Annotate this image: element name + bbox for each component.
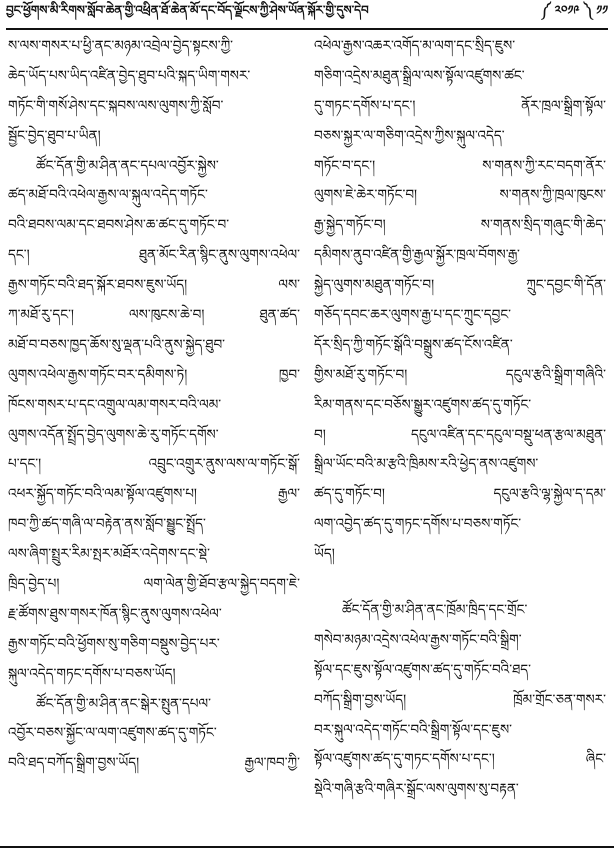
page-header (6, 0, 608, 30)
text-line: ལག་འབྱེད་ཚད་དུ་གཏང་དགོས་པ་བཅས་གཏོང་ (314, 516, 522, 533)
text-line: སྦྱོང་བྱེད་ཐུབ་པ་ཡིན། (8, 127, 101, 144)
text-line: འཕེལ་རྒྱས་འཆར་འགོད་མ་ལག་དང་སྲིད་ཇུས་ (314, 38, 516, 54)
text-line: ཡོད། (314, 546, 335, 563)
paragraph-first-line: ཚོང་དོན་གྱི་མ་ཤིན་ནང་དཔལ་འབྱོར་སྐྱེས་ (36, 157, 219, 174)
text-line: སྟོལ་འཛུགས་ཚད་དུ་གཏང་དགོས་པ་དང་། ཞིང་ (314, 751, 606, 768)
text-line: རྒྱ་སྐྱེད་གཏོང་བ། ས་གནས་སྲིད་གཞུང་གི་ཆེད་ (314, 217, 606, 234)
text-line: ཁབ་ཀྱི་ཚད་གཞི་ལ་བརྟེན་ནས་སློབ་སྦྱུང་སྤྲོད་ (8, 516, 206, 533)
text-line: དམིགས་ནུབ་འཛིན་གྱི་རྒྱལ་སྐྱོར་ཁྲལ་བོགས་རྒྱ་ (314, 247, 520, 264)
text-line: ཁྲིད་བྱེད་པ། ལག་ལེན་གྱི་ཐོབ་རྩལ་སྐྱེད་བདག་ཇེ་ (8, 576, 300, 593)
text-line: གཏོང་གི་གསོ་ཤེས་དང་སྐབས་ལས་ལུགས་ཀྱི་སློབ་ (8, 97, 224, 114)
text-line: གཅིག་འདྲེས་མཐུན་སྒྲིལ་ལས་སྟོལ་འཛུགས་ཚང་ (314, 67, 525, 84)
text-line: ཚད་དུ་གཏོང་བ། དངུལ་རྩའི་ལྷ་སྐྱེལ་ད་དམ་ (314, 486, 606, 503)
text-line: བའི་ཐད་བཀོད་སྒྲིག་བྱས་ཡོད། རྒྱལ་ཁབ་ཀྱི་ (8, 755, 300, 772)
footer-rule (0, 846, 614, 848)
text-line: ལས་ཞིག་སྤྲུར་རིམ་སྤར་མཐོར་འདེགས་དང་སྡེ་ (8, 546, 210, 563)
text-line: ལུགས་འདོན་སྤྲོད་བྱེད་ལུགས་ཆེ་རུ་གཏོང་དགོས་ (8, 426, 219, 443)
text-line: སྐྱེད་ལུགས་མཐུན་གཏོང་བ། ཀྲུང་དབྱང་གི་དོན་ (314, 277, 606, 294)
text-line: རྗ་ཚོགས་ཐུས་གསར་ཁོན་སྙིང་ནུས་ལུགས་འཕེལ་ (8, 605, 222, 622)
issue-number: ༼ ༢༠༡༩ ༽ ༡༡ (540, 3, 608, 17)
text-line: རིམ་གནས་དང་བཅོས་སྒྱུར་འཛུགས་ཚད་དུ་གཏོང་ (314, 396, 532, 413)
text-line: གཅོད་དབང་ཆར་ལུགས་རྒྱ་པ་དང་ཀྲུང་དབྱང་ (314, 307, 512, 324)
text-line: རྒྱས་གཏོང་བའི་ཕྱོགས་སུ་གཅིག་བསྡུས་བྱེད་པར་ (8, 635, 220, 652)
text-line: ཀ་མཐོ་རུ་དང་། ལས་ཁུངས་ཆེ་བ། ཐུན་ཚད་ (8, 307, 300, 324)
text-line: ཆེད་ཡོད་པས་ཡིད་འཛིན་བྱེད་ཐུབ་པའི་སྐད་ཡིག་གསར་ (8, 67, 251, 84)
text-line: འབྱོར་བཅས་སྐྱོང་ལ་ལག་འཛུགས་ཚད་དུ་གཏོང་ (8, 725, 217, 742)
journal-title: བྱང་ཕྱོགས་མི་རིགས་སློབ་ཆེན་གྱི་འཕྲིན་ཐོ་ཆེན་མོ་དང་བོད་ལྗོངས་ཀྱི་ཤེས་ཡོན་སྐོར་གྱི་དུས་དེབ (6, 3, 369, 17)
text-line: བཅས་སྐྱར་ལ་གཅིག་འདྲེས་ཀྱིས་སྐུལ་འདེད་ (314, 127, 505, 144)
text-line: ཚད་མཐོ་བའི་འཕེལ་རྒྱས་ལ་སྐུལ་འདེད་གཏོང་ (8, 187, 208, 204)
left-column (8, 32, 300, 838)
text-line: དུ་གཏང་དགོས་པ་དང་། ནོར་ཁྲལ་སྒྲིག་སྟོལ་ (314, 97, 606, 114)
text-line: བའི་ཐབས་ལམ་དང་ཐབས་ཤེས་ཆ་ཚང་དུ་གཏོང་བ་ (8, 217, 230, 234)
text-line: སྐུལ་འདེད་གཏང་དགོས་པ་བཅས་ཡོད། (8, 665, 176, 682)
text-line: དོར་སྲིད་ཀྱི་གཏོང་སྒོའི་བསྒྲུས་ཚད་ངོས་འཛིན་ (314, 336, 513, 353)
text-line: རྒྱས་གཏོང་བའི་ཐད་སྐོར་ཐབས་ཇུས་ཡོད། ལས་ (8, 277, 300, 294)
right-column (314, 32, 606, 838)
text-line: ལུགས་འཕེལ་རྒྱས་གཏོང་བར་དམིགས་ཏེ། ཁྱབ་ (8, 366, 300, 383)
paragraph-first-line: ཚོང་དོན་གྱི་མ་ཤིན་ནང་ཁྲོམ་ཁྲིད་དང་གྲོང་ (342, 602, 528, 619)
text-line: ས་ལས་གསར་པ་ཕྱི་ནང་མཉམ་འབྲེལ་བྱེད་སྟངས་ཀྱི་ (8, 38, 233, 54)
text-line: བཀོད་སྒྲིག་བྱས་ཡོད། ཁྲོམ་གྲོང་ཅན་གསར་ (314, 691, 606, 708)
text-line: སྡེའི་གཞི་རྩའི་གཞིར་སྒྲོང་ལས་ལུགས་སུ་བརྟན་ (314, 781, 519, 798)
paragraph-first-line: ཚོང་དོན་གྱི་མ་ཤིན་ནང་སྒེར་སྤུན་དཔལ་ (36, 695, 211, 712)
text-line: སྒྲིལ་ཡོང་བའི་མ་རྩའི་ཁྲིམས་རའི་ཕྱེད་ནས་འཛུགས་ (314, 456, 539, 473)
text-line: ལུགས་ཇེ་ཆེར་གཏོང་བ། ས་གནས་ཀྱི་ཁྲལ་ཁུངས་ (314, 187, 606, 204)
text-line: འཕར་སྐྱོད་གཏོང་བའི་ལམ་སྟོལ་འཛུགས་པ། རྒྱལ་ (8, 486, 300, 503)
text-line: གསེབ་མཉམ་འདྲེས་འཕེལ་རྒྱས་གཏོང་བའི་སྒྲིག་ (314, 631, 522, 648)
text-line: ཁོངས་གསར་པ་དང་འགྲུལ་ལམ་གསར་བའི་ལམ་ (8, 396, 222, 413)
text-line: གྱིས་མཐོ་རུ་གཏོང་བ། དངུལ་རྩའི་སྒྲིག་གཞིའི་ (314, 366, 606, 383)
text-line: སྟོལ་དང་ཇུས་སྟོལ་འཛུགས་ཚད་དུ་གཏོང་བའི་ཐད་ (314, 661, 532, 678)
text-line: བ། དངུལ་འཛིན་དང་དངུལ་བསྡུ་ཕན་རྩལ་མཐུན་ (314, 426, 606, 443)
text-line: དང་། ཐུན་མོང་རིན་སྙིང་ནུས་ལུགས་འཕེལ་ (8, 247, 300, 264)
text-line: མཐོ་བ་བཅས་ཁྱད་ཆོས་སུ་ལྡན་པའི་ནུས་སྐྱེད་ཐུབ་ (8, 336, 226, 353)
text-line: བར་སྐུལ་འདེད་གཏོང་བའི་སྒྲིག་སྟོལ་དང་ཇུས་ (314, 721, 512, 738)
text-line: པ་དང་། འབྲུང་འགྲུར་ནུས་ལས་ལ་གཏོང་སྒོ་ (8, 456, 300, 473)
text-line: གཏོང་བ་དང་། ས་གནས་ཀྱི་རང་བདག་ནོར་ (314, 157, 606, 174)
